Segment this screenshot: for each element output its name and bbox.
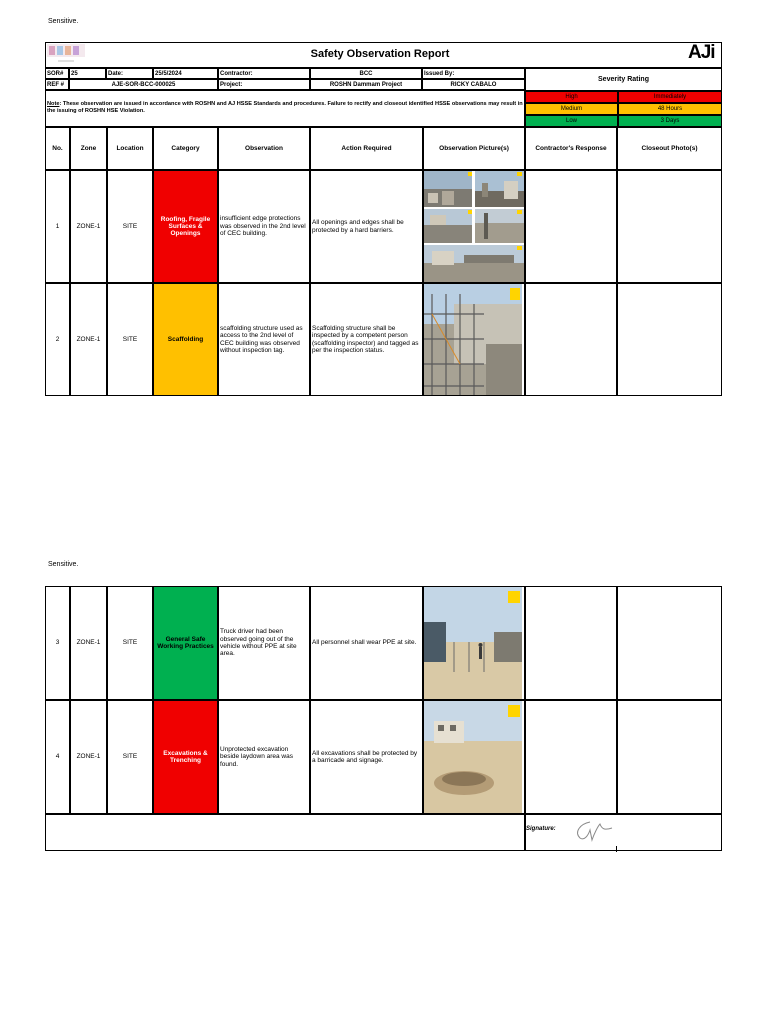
row-action: All excavations shall be protected by a barricade and signage. [310, 700, 423, 814]
severity-low-time: 3 Days [618, 115, 722, 127]
severity-high-time: Immediately [618, 91, 722, 103]
sensitivity-label: Sensitive. [48, 561, 79, 568]
contractor-label: Contractor: [218, 68, 310, 79]
date-label: Date: [106, 68, 153, 79]
note [45, 90, 525, 127]
severity-title: Severity Rating [525, 68, 722, 91]
col-header-action: Action Required [310, 127, 423, 170]
row-zone: ZONE-1 [70, 586, 107, 700]
col-header-no: No. [45, 127, 70, 170]
row-no: 4 [45, 700, 70, 814]
contractor-value: BCC [310, 68, 422, 79]
row-contractor-response[interactable] [525, 586, 617, 700]
row-location: SITE [107, 170, 153, 283]
note-label: Note [47, 101, 60, 107]
sor-value: 25 [69, 68, 106, 79]
row-zone: ZONE-1 [70, 700, 107, 814]
ref-value: AJE-SOR-BCC-000025 [69, 79, 218, 90]
ref-label: REF # [45, 79, 69, 90]
issued-by-value: RICKY CABALO [422, 79, 525, 90]
project-value: ROSHN Dammam Project [310, 79, 422, 90]
note-text: : These observation are issued in accordance with ROSHN and AJ HSSE Standards and procedures. Failure to rectify and closeout identified HSSE observations may result in the issuing of ROSHN HSE Violation. [47, 101, 523, 114]
aji-logo: AJi [688, 42, 715, 63]
sensitivity-label: Sensitive. [48, 18, 79, 25]
report-title: Safety Observation Report [310, 48, 450, 60]
col-header-category: Category [153, 127, 218, 170]
col-header-closeout-photos: Closeout Photo(s) [617, 127, 722, 170]
row-location: SITE [107, 700, 153, 814]
row-closeout-photo[interactable] [617, 700, 722, 814]
row-location: SITE [107, 586, 153, 700]
col-header-location: Location [107, 127, 153, 170]
row-observation: insufficient edge protections was observed in the 2nd level of CEC building. [218, 170, 310, 283]
col-header-zone: Zone [70, 127, 107, 170]
severity-medium-time: 48 Hours [618, 103, 722, 115]
row-action: All personnel shall wear PPE at site. [310, 586, 423, 700]
row-observation: Truck driver had been observed going out of the vehicle without PPE at site area. [218, 586, 310, 700]
col-header-observation-pictures: Observation Picture(s) [423, 127, 525, 170]
row-closeout-photo[interactable] [617, 170, 722, 283]
row-contractor-response[interactable] [525, 700, 617, 814]
row-contractor-response[interactable] [525, 170, 617, 283]
observation-photo [424, 171, 524, 282]
observation-photo [424, 701, 522, 813]
row-action: All openings and edges shall be protected by a hard barriers. [310, 170, 423, 283]
row-no: 3 [45, 586, 70, 700]
severity-high-level: High [525, 91, 618, 103]
signature-label: Signature: [526, 826, 556, 832]
sor-label: SOR# [45, 68, 69, 79]
row-category: General Safe Working Practices [153, 586, 218, 700]
row-category: Scaffolding [153, 283, 218, 396]
row-category: Excavations & Trenching [153, 700, 218, 814]
signature-image [570, 816, 615, 846]
row-closeout-photo[interactable] [617, 586, 722, 700]
roshn-logo [46, 43, 86, 65]
row-location: SITE [107, 283, 153, 396]
row-no: 1 [45, 170, 70, 283]
date-value: 25/5/2024 [153, 68, 218, 79]
col-header-contractor-response: Contractor's Response [525, 127, 617, 170]
row-category: Roofing, Fragile Surfaces & Openings [153, 170, 218, 283]
col-header-observation: Observation [218, 127, 310, 170]
divider [616, 846, 617, 852]
severity-low-level: Low [525, 115, 618, 127]
signature-box[interactable] [525, 814, 722, 851]
observation-photo [424, 587, 522, 699]
row-no: 2 [45, 283, 70, 396]
row-observation: scaffolding structure used as access to the 2nd level of CEC building was observed without inspection tag. [218, 283, 310, 396]
footer-blank [45, 814, 525, 851]
row-zone: ZONE-1 [70, 283, 107, 396]
severity-medium-level: Medium [525, 103, 618, 115]
row-action: Scaffolding structure shall be inspected by a competent person (scaffolding inspector) and tagged as per the inspection status. [310, 283, 423, 396]
row-closeout-photo[interactable] [617, 283, 722, 396]
project-label: Project: [218, 79, 310, 90]
row-observation: Unprotected excavation beside laydown area was found. [218, 700, 310, 814]
row-zone: ZONE-1 [70, 170, 107, 283]
row-contractor-response[interactable] [525, 283, 617, 396]
issued-by-label: Issued By: [422, 68, 525, 79]
observation-photo [424, 284, 522, 395]
